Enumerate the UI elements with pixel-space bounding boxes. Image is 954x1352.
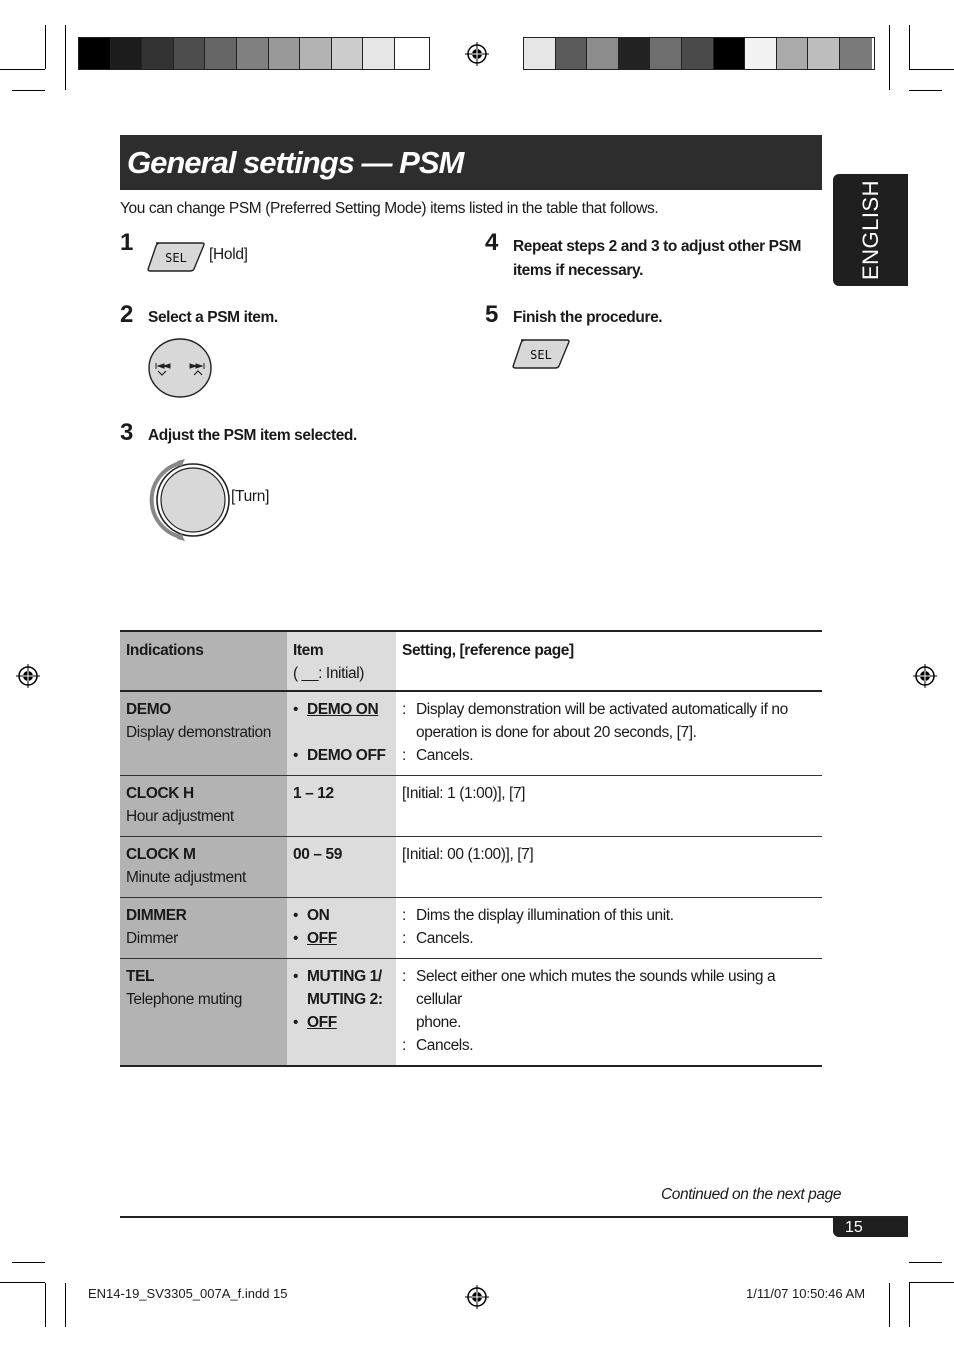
option-initial: OFF <box>307 930 337 947</box>
setting-text: Cancels. <box>416 1037 474 1054</box>
header-item-label: Item <box>293 642 324 659</box>
color-swatch <box>714 38 746 69</box>
color-swatch <box>682 38 714 69</box>
color-swatch <box>363 38 395 69</box>
color-swatch <box>524 38 556 69</box>
sel-button-icon <box>146 241 206 273</box>
step-3-note: [Turn] <box>231 488 270 505</box>
option: DEMO OFF <box>307 747 386 764</box>
header-setting: Setting, [reference page] <box>396 631 822 691</box>
step-5-number: 5 <box>485 301 499 328</box>
setting-text: phone. <box>416 1014 462 1031</box>
color-swatch <box>237 38 269 69</box>
color-swatch <box>269 38 301 69</box>
color-swatch <box>111 38 143 69</box>
intro-text: You can change PSM (Preferred Setting Mode) items listed in the table that follows. <box>120 200 659 217</box>
row-code: DEMO <box>126 701 171 718</box>
setting-text: [Initial: 00 (1:00)], [7] <box>402 846 534 863</box>
row-description: Telephone muting <box>126 991 242 1008</box>
color-calibration-bar-left <box>78 37 430 70</box>
row-code: CLOCK H <box>126 785 194 802</box>
color-swatch <box>745 38 777 69</box>
color-swatch <box>300 38 332 69</box>
sel-button-icon <box>511 338 571 370</box>
step-4-text-line1: Repeat steps 2 and 3 to adjust other PSM <box>513 238 802 255</box>
slug-filename: EN14-19_SV3305_007A_f.indd 15 <box>88 1286 288 1301</box>
slug-date: 1/11/07 10:50:46 AM <box>746 1286 866 1301</box>
value-range: 1 – 12 <box>293 785 334 802</box>
setting-text: operation is done for about 20 seconds, [7]. <box>416 724 697 741</box>
setting-text: Dims the display illumination of this unit. <box>416 907 674 924</box>
registration-mark-icon <box>16 664 40 688</box>
step-2-number: 2 <box>120 301 134 328</box>
seek-buttons-icon <box>146 336 214 400</box>
header-item-note: ( __: Initial) <box>293 665 365 682</box>
step-1-number: 1 <box>120 229 134 256</box>
color-swatch <box>332 38 364 69</box>
header-item <box>287 631 396 691</box>
value-range: 00 – 59 <box>293 846 342 863</box>
step-1-note: [Hold] <box>209 246 248 263</box>
color-swatch <box>587 38 619 69</box>
color-swatch <box>808 38 840 69</box>
row-code: DIMMER <box>126 907 187 924</box>
row-description: Dimmer <box>126 930 178 947</box>
registration-mark-icon <box>465 1285 489 1309</box>
row-code: CLOCK M <box>126 846 196 863</box>
color-swatch <box>556 38 588 69</box>
table-row <box>120 776 822 837</box>
step-4-number: 4 <box>485 229 499 256</box>
setting-text: Cancels. <box>416 747 474 764</box>
row-description: Hour adjustment <box>126 808 234 825</box>
color-swatch <box>650 38 682 69</box>
step-4-text-line2: items if necessary. <box>513 262 643 279</box>
option: MUTING 1/ <box>307 968 382 985</box>
row-code: TEL <box>126 968 155 985</box>
page-title: General settings — PSM <box>120 135 822 190</box>
table-row: DIMMER Dimmer • ON • OFF : Dims the display illumination of this unit. : Cancels. <box>120 898 822 959</box>
language-tab-label: ENGLISH <box>857 179 883 281</box>
setting-text: Select either one which mutes the sounds while using a cellular <box>416 968 776 1008</box>
option-initial: DEMO ON <box>307 701 379 718</box>
option: ON <box>307 907 330 924</box>
psm-settings-table <box>120 630 822 1067</box>
color-swatch <box>619 38 651 69</box>
page-number: 15 <box>833 1218 908 1237</box>
color-swatch <box>142 38 174 69</box>
color-swatch <box>777 38 809 69</box>
row-description: Minute adjustment <box>126 869 246 886</box>
step-3-text: Adjust the PSM item selected. <box>148 427 357 444</box>
sel-button-label: SEL <box>530 348 552 362</box>
continued-note: Continued on the next page <box>661 1186 842 1203</box>
table-row: TEL Telephone muting • MUTING 1/ MUTING 2: • OFF : Select either one which mutes the sounds while using a cellular phone. : Cancels. <box>120 959 822 1067</box>
row-description: Display demonstration <box>126 724 271 741</box>
color-swatch <box>395 38 427 69</box>
registration-mark-icon <box>465 42 489 66</box>
step-3-number: 3 <box>120 419 134 446</box>
header-indications: Indications <box>120 631 287 691</box>
color-swatch <box>174 38 206 69</box>
color-swatch <box>205 38 237 69</box>
color-swatch <box>79 38 111 69</box>
color-calibration-bar-right <box>523 37 875 70</box>
rotary-knob-icon <box>143 455 231 545</box>
setting-text: Cancels. <box>416 930 474 947</box>
registration-mark-icon <box>913 664 937 688</box>
table-header-row <box>120 631 822 691</box>
sel-button-label: SEL <box>165 251 187 265</box>
table-row: DEMO Display demonstration • DEMO ON • DEMO OFF : Display demonstration will be activated automatically if no operation is done for about 20 seconds, [7]. : Cancels. <box>120 691 822 776</box>
table-row <box>120 837 822 898</box>
color-swatch <box>840 38 872 69</box>
option: MUTING 2: <box>307 991 383 1008</box>
footer-divider <box>120 1216 908 1218</box>
language-tab <box>833 174 908 286</box>
step-2-text: Select a PSM item. <box>148 309 278 326</box>
setting-text: [Initial: 1 (1:00)], [7] <box>402 785 526 802</box>
step-5-text: Finish the procedure. <box>513 309 663 326</box>
option-initial: OFF <box>307 1014 337 1031</box>
setting-text: Display demonstration will be activated automatically if no <box>416 701 788 718</box>
